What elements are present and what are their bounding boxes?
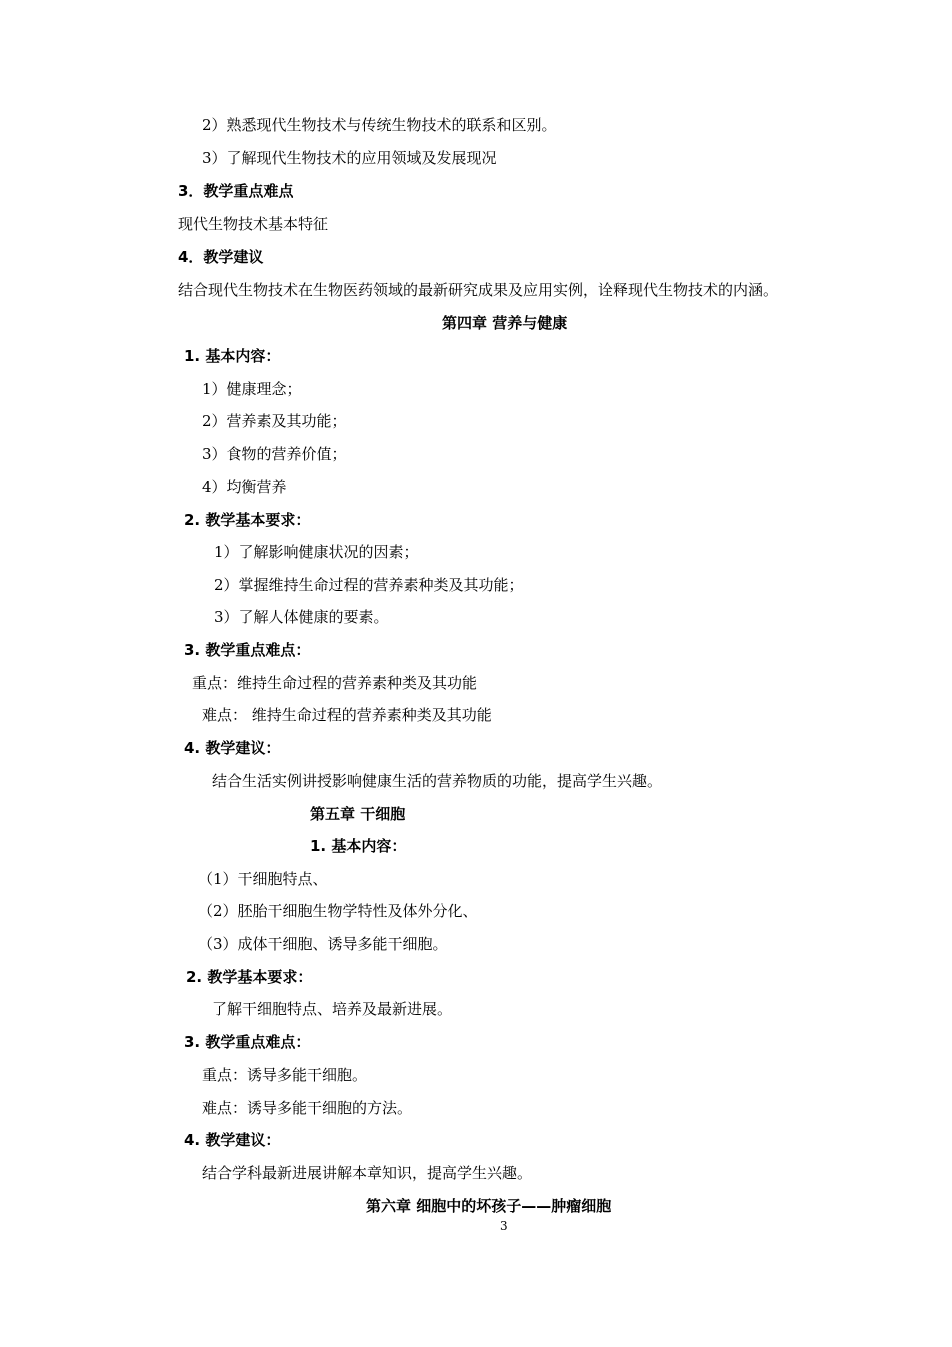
paragraph: 结合学科最新进展讲解本章知识，提高学生兴趣。 [202,1164,533,1182]
list-item: 4）均衡营养 [202,478,287,496]
paragraph: 现代生物技术基本特征 [178,215,329,233]
chapter-title: 第四章 营养与健康 [442,314,568,332]
section-heading: 2. 教学基本要求： [186,968,313,986]
paragraph: 难点：诱导多能干细胞的方法。 [202,1099,413,1117]
chapter-title: 第六章 细胞中的坏孩子——肿瘤细胞 [366,1197,612,1215]
list-item: 2）营养素及其功能； [202,412,347,430]
paragraph: 了解干细胞特点、培养及最新进展。 [212,1000,453,1018]
list-item: 3）了解人体健康的要素。 [214,608,389,626]
list-item: 1）了解影响健康状况的因素； [214,543,419,561]
page-number: 3 [500,1219,508,1233]
list-item: 2）掌握维持生命过程的营养素种类及其功能； [214,576,524,594]
section-heading: 4．教学建议 [178,248,264,266]
section-heading: 4. 教学建议： [184,739,281,757]
paragraph: 难点： 维持生命过程的营养素种类及其功能 [202,706,492,724]
requirement-item: 3）了解现代生物技术的应用领域及发展现况 [202,149,497,167]
section-heading: 3. 教学重点难点： [184,1033,311,1051]
section-heading: 1. 基本内容： [310,837,407,855]
list-item: 1）健康理念； [202,380,302,398]
list-item: 3）食物的营养价值； [202,445,347,463]
list-item: （1）干细胞特点、 [198,870,328,888]
section-heading: 3．教学重点难点 [178,182,294,200]
paragraph: 重点：诱导多能干细胞。 [202,1066,368,1084]
section-heading: 2. 教学基本要求： [184,511,311,529]
paragraph: 重点：维持生命过程的营养素种类及其功能 [192,674,478,692]
list-item: （3）成体干细胞、诱导多能干细胞。 [198,935,448,953]
section-heading: 3. 教学重点难点： [184,641,311,659]
requirement-item: 2）熟悉现代生物技术与传统生物技术的联系和区别。 [202,116,557,134]
section-heading: 1. 基本内容： [184,347,281,365]
list-item: （2）胚胎干细胞生物学特性及体外分化、 [198,902,478,920]
section-heading: 4. 教学建议： [184,1131,281,1149]
paragraph: 结合现代生物技术在生物医药领域的最新研究成果及应用实例，诠释现代生物技术的内涵。 [178,281,779,299]
chapter-title: 第五章 干细胞 [310,805,406,823]
paragraph: 结合生活实例讲授影响健康生活的营养物质的功能，提高学生兴趣。 [212,772,663,790]
